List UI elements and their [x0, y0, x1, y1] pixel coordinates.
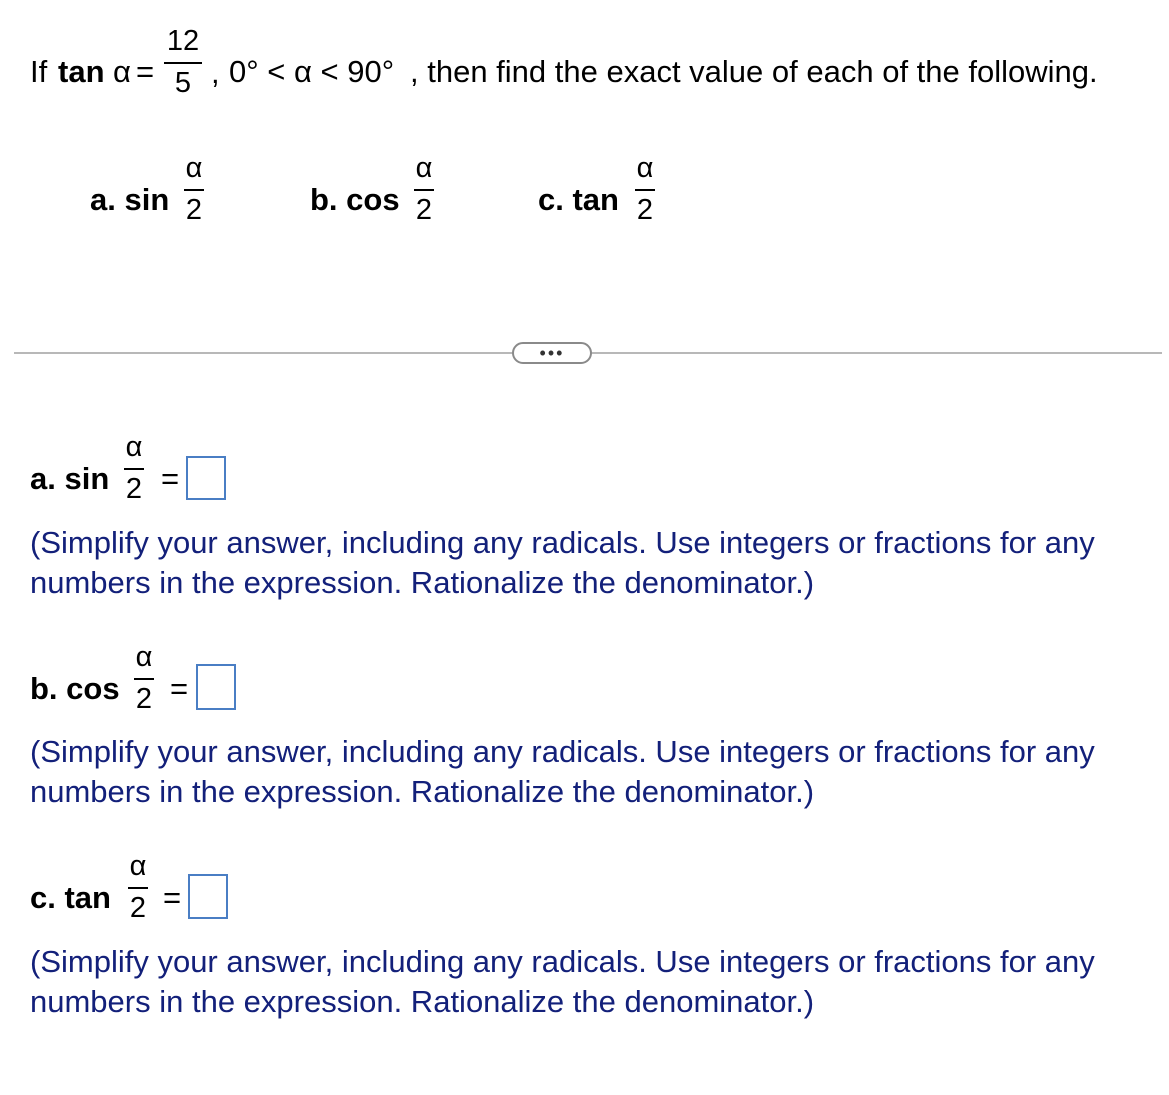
fraction-numerator: α	[185, 152, 203, 184]
question-comma: ,	[211, 55, 220, 90]
question-equals: =	[136, 54, 155, 89]
fraction-denominator: 2	[415, 194, 433, 226]
instructions-line-1: (Simplify your answer, including any radicals. Use integers or fractions for any	[30, 944, 1095, 979]
question-condition: 0° < α < 90°	[229, 54, 395, 89]
question-func: tan	[58, 54, 105, 89]
half-angle-fraction	[128, 852, 148, 923]
half-angle-fraction	[184, 154, 204, 225]
fraction-denominator: 2	[125, 473, 143, 505]
half-angle-fraction	[134, 643, 154, 714]
fraction-denominator: 5	[174, 67, 192, 99]
fraction-numerator: α	[135, 641, 153, 673]
fraction-numerator: α	[125, 431, 143, 463]
fraction-bar	[414, 189, 434, 191]
half-angle-fraction	[414, 154, 434, 225]
fraction-bar	[124, 468, 144, 470]
part-label: a. sin	[90, 182, 170, 217]
ellipsis-icon: •••	[539, 342, 565, 363]
half-angle-fraction	[124, 433, 144, 504]
fraction-denominator: 2	[135, 683, 153, 715]
question-variable: α	[113, 54, 131, 89]
fraction-bar	[164, 62, 202, 64]
fraction-bar	[635, 189, 655, 191]
question-fraction	[164, 27, 202, 98]
answer-label: a. sin	[30, 461, 110, 496]
question-rest: , then find the exact value of each of the following.	[410, 54, 1098, 89]
part-label: b. cos	[310, 182, 400, 217]
instructions-line-1: (Simplify your answer, including any radicals. Use integers or fractions for any	[30, 734, 1095, 769]
fraction-denominator: 2	[185, 194, 203, 226]
fraction-denominator: 2	[129, 892, 147, 924]
half-angle-fraction	[635, 154, 655, 225]
answer-equals: =	[161, 461, 180, 496]
answer-label: b. cos	[30, 671, 120, 706]
instructions-line-2: numbers in the expression. Rationalize the denominator.)	[30, 565, 815, 600]
answer-input-b[interactable]	[196, 664, 236, 710]
instructions-line-2: numbers in the expression. Rationalize the denominator.)	[30, 774, 815, 809]
instructions-a	[30, 523, 1095, 603]
question-lead: If	[30, 54, 48, 89]
fraction-bar	[128, 887, 148, 889]
answer-equals: =	[163, 880, 182, 915]
answer-input-c[interactable]	[188, 874, 228, 919]
instructions-line-1: (Simplify your answer, including any radicals. Use integers or fractions for any	[30, 525, 1095, 560]
instructions-c	[30, 942, 1095, 1022]
fraction-numerator: α	[129, 850, 147, 882]
fraction-numerator: α	[636, 152, 654, 184]
fraction-bar	[134, 678, 154, 680]
answer-label: c. tan	[30, 880, 111, 915]
fraction-numerator: α	[415, 152, 433, 184]
part-label: c. tan	[538, 182, 619, 217]
expand-more-button[interactable]	[512, 342, 592, 364]
instructions-line-2: numbers in the expression. Rationalize the denominator.)	[30, 984, 815, 1019]
fraction-denominator: 2	[636, 194, 654, 226]
fraction-bar	[184, 189, 204, 191]
answer-equals: =	[170, 671, 189, 706]
fraction-numerator: 12	[166, 25, 200, 57]
instructions-b	[30, 732, 1095, 812]
answer-input-a[interactable]	[186, 456, 226, 500]
